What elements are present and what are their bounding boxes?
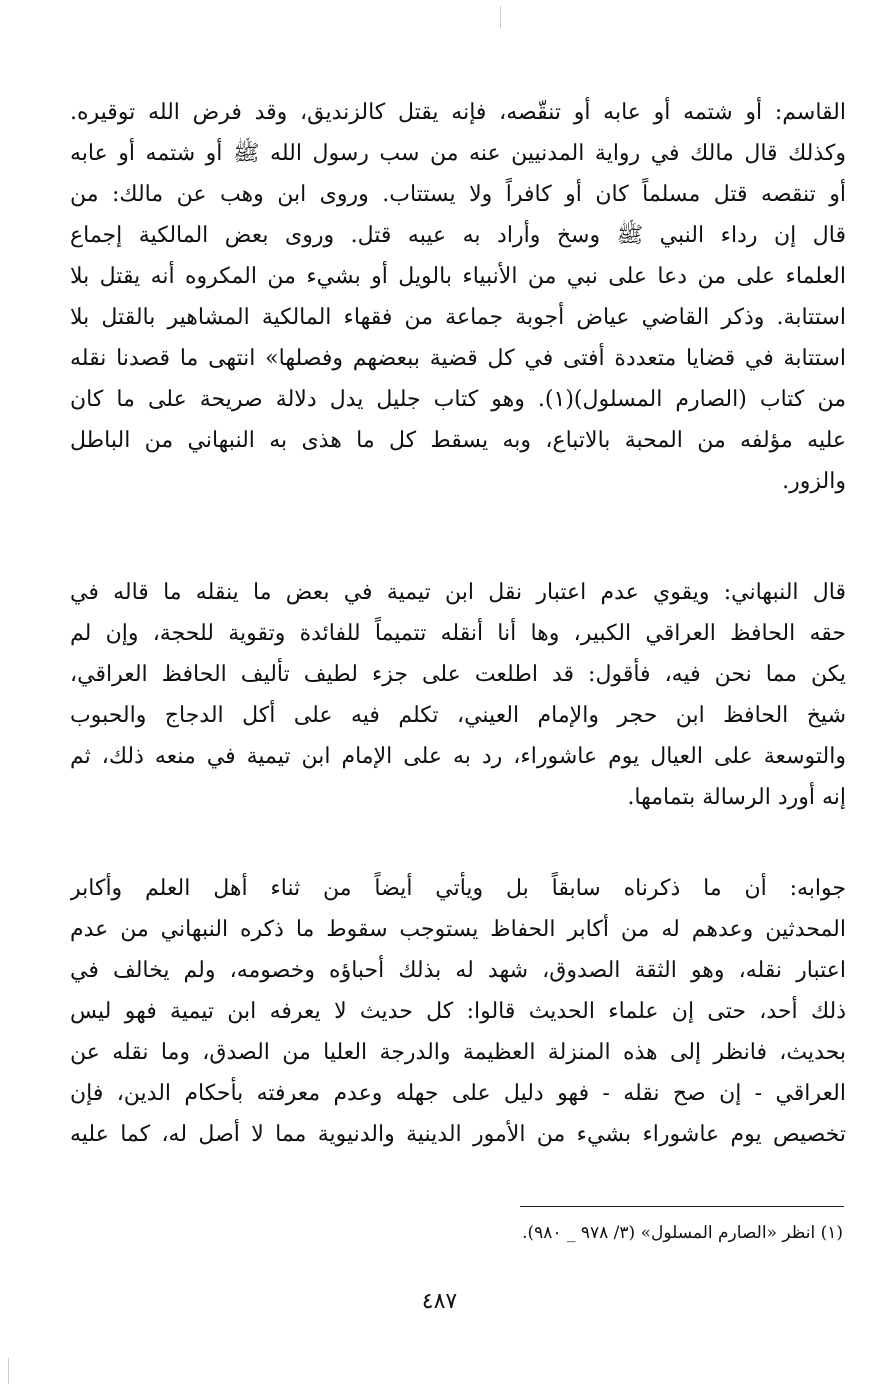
text-line: القاسم: أو شتمه أو عابه أو تنقّصه، فإنه يقتل كالزنديق، وقد فرض الله توقيره. bbox=[70, 100, 846, 125]
text-line: ذلك أحد، حتى إن علماء الحديث قالوا: كل حديث لا يعرفه ابن تيمية فهو ليس bbox=[70, 999, 846, 1024]
text-line: من كتاب (الصارم المسلول)(١). وهو كتاب جليل يدل دلالة صريحة على ما كان bbox=[70, 387, 846, 412]
text-line: استتابة في قضايا متعددة أفتى في كل قضية ببعضهم وفصلها» انتهى ما قصدنا نقله bbox=[70, 346, 846, 371]
text-line: المحدثين وعدهم له من أكابر الحفاظ يستوجب سقوط ما ذكره النبهاني من عدم bbox=[70, 917, 846, 942]
text-line: العلماء على من دعا على نبي من الأنبياء بالويل أو بشيء من المكروه أنه يقتل بلا bbox=[70, 264, 846, 289]
text-line: شيخ الحافظ ابن حجر والإمام العيني، تكلم فيه على أكل الدجاج والحبوب bbox=[70, 703, 846, 728]
text-line: بحديث، فانظر إلى هذه المنزلة العظيمة والدرجة العليا من الصدق، وما نقله عن bbox=[70, 1040, 846, 1065]
footnote-separator bbox=[520, 1206, 844, 1207]
scan-mark-top bbox=[500, 6, 501, 28]
text-line: قال النبهاني: ويقوي عدم اعتبار نقل ابن تيمية في بعض ما ينقله ما قاله في bbox=[70, 580, 846, 605]
text-line: العراقي - إن صح نقله - فهو دليل على جهله وعدم معرفته بأحكام الدين، فإن bbox=[70, 1081, 846, 1106]
scan-mark-bottom bbox=[8, 1358, 9, 1384]
text-line: حقه الحافظ العراقي الكبير، وها أنا أنقله تتميماً للفائدة وتقوية للحجة، وإن لم bbox=[70, 621, 846, 646]
text-line: أو تنقصه قتل مسلماً كان أو كافراً ولا يستتاب. وروى ابن وهب عن مالك: من bbox=[70, 182, 846, 207]
text-line: عليه مؤلفه من المحبة بالاتباع، وبه يسقط كل ما هذى به النبهاني من الباطل bbox=[70, 428, 846, 453]
paragraph-2 bbox=[70, 572, 846, 818]
footnote: (١) انظر «الصارم المسلول» (٣/ ٩٧٨ _ ٩٨٠). bbox=[522, 1223, 843, 1243]
text-line: تخصيص يوم عاشوراء بشيء من الأمور الدينية والدنيوية مما لا أصل له، كما عليه bbox=[70, 1122, 846, 1147]
text-line: يكن مما نحن فيه، فأقول: قد اطلعت على جزء لطيف تأليف الحافظ العراقي، bbox=[70, 662, 846, 687]
text-line: قال إن رداء النبي ﷺ وسخ وأراد به عيبه قتل. وروى بعض المالكية إجماع bbox=[70, 223, 846, 248]
text-line: جوابه: أن ما ذكرناه سابقاً بل ويأتي أيضاً من ثناء أهل العلم وأكابر bbox=[70, 876, 846, 901]
text-line: والزور. bbox=[782, 469, 846, 494]
text-line: والتوسعة على العيال يوم عاشوراء، رد به على الإمام ابن تيمية في منعه ذلك، ثم bbox=[70, 744, 846, 769]
text-line: استتابة. وذكر القاضي عياض أجوبة جماعة من فقهاء المالكية المشاهير بالقتل بلا bbox=[70, 305, 846, 330]
text-line: وكذلك قال مالك في رواية المدنيين عنه من سب رسول الله ﷺ أو شتمه أو عابه bbox=[70, 141, 846, 166]
text-line: اعتبار نقله، وهو الثقة الصدوق، شهد له بذلك أحباؤه وخصومه، ولم يخالف في bbox=[70, 958, 846, 983]
text-line: إنه أورد الرسالة بتمامها. bbox=[627, 785, 846, 810]
page-number: ٤٨٧ bbox=[421, 1289, 458, 1314]
paragraph-3 bbox=[70, 868, 846, 1155]
paragraph-1 bbox=[70, 92, 846, 502]
